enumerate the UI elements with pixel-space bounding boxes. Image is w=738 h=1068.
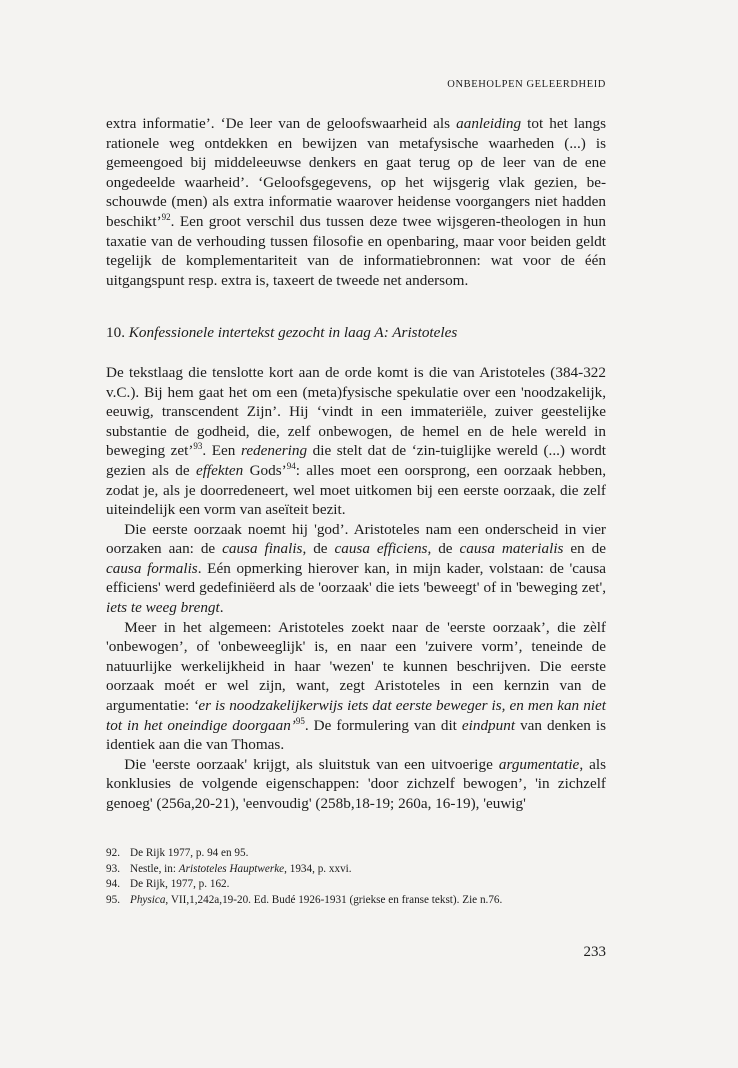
main-text xyxy=(106,114,606,814)
footnote-number: 93. xyxy=(106,862,120,875)
text-run: : alles moet een oorsprong, een oorzaak hebben, zodat je, als je doorredeneert, wel moet uitkomen bij een eerste oorzaak, die zelf uiteindelijk een vorm van aseïteit bezit. xyxy=(106,461,606,519)
text-run: , VII,1,242a,19-20. Ed. Budé 1926-1931 (griekse en franse tekst). Zie n.76. xyxy=(165,894,503,907)
section-number: 10. xyxy=(106,324,125,342)
text-run: extra informatie’. ‘De leer van de geloofswaarheid als xyxy=(106,115,457,132)
text-run: . xyxy=(219,599,224,617)
italic-run: causa materialis xyxy=(459,540,564,558)
paragraph-2 xyxy=(106,363,606,520)
footnote-text xyxy=(130,862,352,878)
footnote-ref-93[interactable]: 93 xyxy=(193,441,203,452)
text-run: en de xyxy=(563,540,606,558)
italic-run: causa formalis xyxy=(106,559,198,577)
section-heading xyxy=(106,323,606,343)
italic-run: eindpunt xyxy=(461,716,516,734)
footnote-text xyxy=(130,893,502,909)
text-run: De tekstlaag die tenslotte kort aan de orde komt is die van Aristoteles (384-322 v.C.). Bij hem gaat het om een (meta)fysische spekulatie over een 'noodzakelijk, eeuwig, transcendent Zijn’. Hij ‘vindt in een immateriële, zuiver geestelijke substantie de godheid, die, zelf onbewogen, de hemel en de hele wereld in beweging zet’ xyxy=(106,363,606,460)
italic-run: causa efficiens xyxy=(334,540,428,558)
page-number: 233 xyxy=(583,944,606,960)
footnote-number: 92. xyxy=(106,847,120,859)
paragraph-1 xyxy=(106,114,606,290)
text-run: De Rijk, 1977, p. 162. xyxy=(130,878,230,891)
text-run: . De formulering van dit xyxy=(304,716,462,734)
footnote-93 xyxy=(106,862,606,878)
footnotes xyxy=(106,846,606,909)
footnote-94 xyxy=(106,877,606,893)
text-run: , als konklusies de volgende eigenschappen: 'door zichzelf bewogen’, 'in zichzelf genoeg' (256a,20-21), 'eenvoudig' (258b,18-19; 260a, 16-19), 'euwig' xyxy=(106,755,606,812)
text-run: Die 'eerste oorzaak' krijgt, als sluitstuk van een uitvoerige xyxy=(124,755,499,773)
text-run: De Rijk 1977, p. 94 en 95. xyxy=(130,847,249,859)
text-run: , de xyxy=(427,540,460,558)
footnote-number: 95. xyxy=(106,894,120,907)
text-run: . Een groot verschil dus tussen deze twee wijsgeren-theologen in hun taxatie van de verhouding tussen filosofie en openbaring, maar voor beiden geldt tegelijk de komplementariteit van de informatiebronnen: wat voor de één uitgangspunt resp. extra is, taxeert de tweede net andersom. xyxy=(106,212,606,289)
footnote-text xyxy=(130,846,248,862)
footnote-number: 94. xyxy=(106,878,120,891)
text-run: Gods’ xyxy=(243,461,287,479)
footnote-ref-94[interactable]: 94 xyxy=(286,460,296,471)
footnote-text xyxy=(130,877,229,893)
italic-run: ‘er is noodzakelijkerwijs iets dat eerste beweger is, en men kan niet tot in het oneindige doorgaan’ xyxy=(106,697,606,734)
text-run: Meer in het algemeen: Aristoteles zoekt naar de 'eerste oorzaak’, die zèlf 'onbewogen’, of 'onbeweeglijk' is, en naar een 'zuivere vorm’, teneinde de natuurlijke werkelijkheid in haar 'wezen' te kunnen beschrijven. Die eerste oorzaak moét er wel zijn, want, zegt Aristoteles in een kernzin van de argumentatie: xyxy=(106,618,606,715)
italic-run: argumentatie xyxy=(498,755,580,773)
text-run: tot het langs rationele weg ontdekken en bewijzen van metafysische waarheden (...) is gemeengoed bij middeleeuwse denkers en gaat terug op de leer van de ene ongedeelde waarheid’. ‘Geloofsgegevens, op het wijsgerig vlak gezien, be-schouwde (men) als extra informatie waarover heidense voorgangers niet hadden beschikt’ xyxy=(106,115,606,230)
italic-run: Physica xyxy=(130,894,166,907)
text-run: die stelt dat de ‘zin-tuiglijke wereld (...) wordt gezien als de xyxy=(106,442,606,479)
footnote-92 xyxy=(106,846,606,862)
text-run: Die eerste oorzaak noemt hij 'god’. Aristoteles nam een onderscheid in vier oorzaken aan: de xyxy=(106,520,606,558)
text-run: , 1934, p. xxvi. xyxy=(284,862,352,875)
footnote-ref-92[interactable]: 92 xyxy=(161,211,171,222)
running-head: ONBEHOLPEN GELEERDHEID xyxy=(447,79,606,90)
section-title: Konfessionele intertekst gezocht in laag A: Aristoteles xyxy=(128,324,458,342)
text-run: , de xyxy=(302,540,335,558)
text-run: . Eén opmerking hierover kan, in mijn kader, volstaan: de 'causa efficiens' werd gedefiniëerd als de 'oorzaak' die iets 'beweegt' of in 'beweging zet', xyxy=(106,559,606,597)
paragraph-5 xyxy=(106,755,606,814)
italic-run: aanleiding xyxy=(456,115,522,132)
italic-run: causa finalis xyxy=(222,540,303,558)
italic-run: effekten xyxy=(195,461,244,479)
italic-run: Aristoteles Hauptwerke xyxy=(178,862,285,875)
paragraph-4 xyxy=(106,618,606,755)
text-run: van denken is identiek aan die van Thomas. xyxy=(106,716,606,754)
footnote-95 xyxy=(106,893,606,909)
text-run: . Een xyxy=(202,442,241,460)
footnote-ref-95[interactable]: 95 xyxy=(295,715,305,726)
paragraph-3 xyxy=(106,520,606,618)
italic-run: redenering xyxy=(240,442,308,460)
italic-run: iets te weeg brengt xyxy=(106,599,220,617)
text-run: Nestle, in: xyxy=(130,862,179,875)
